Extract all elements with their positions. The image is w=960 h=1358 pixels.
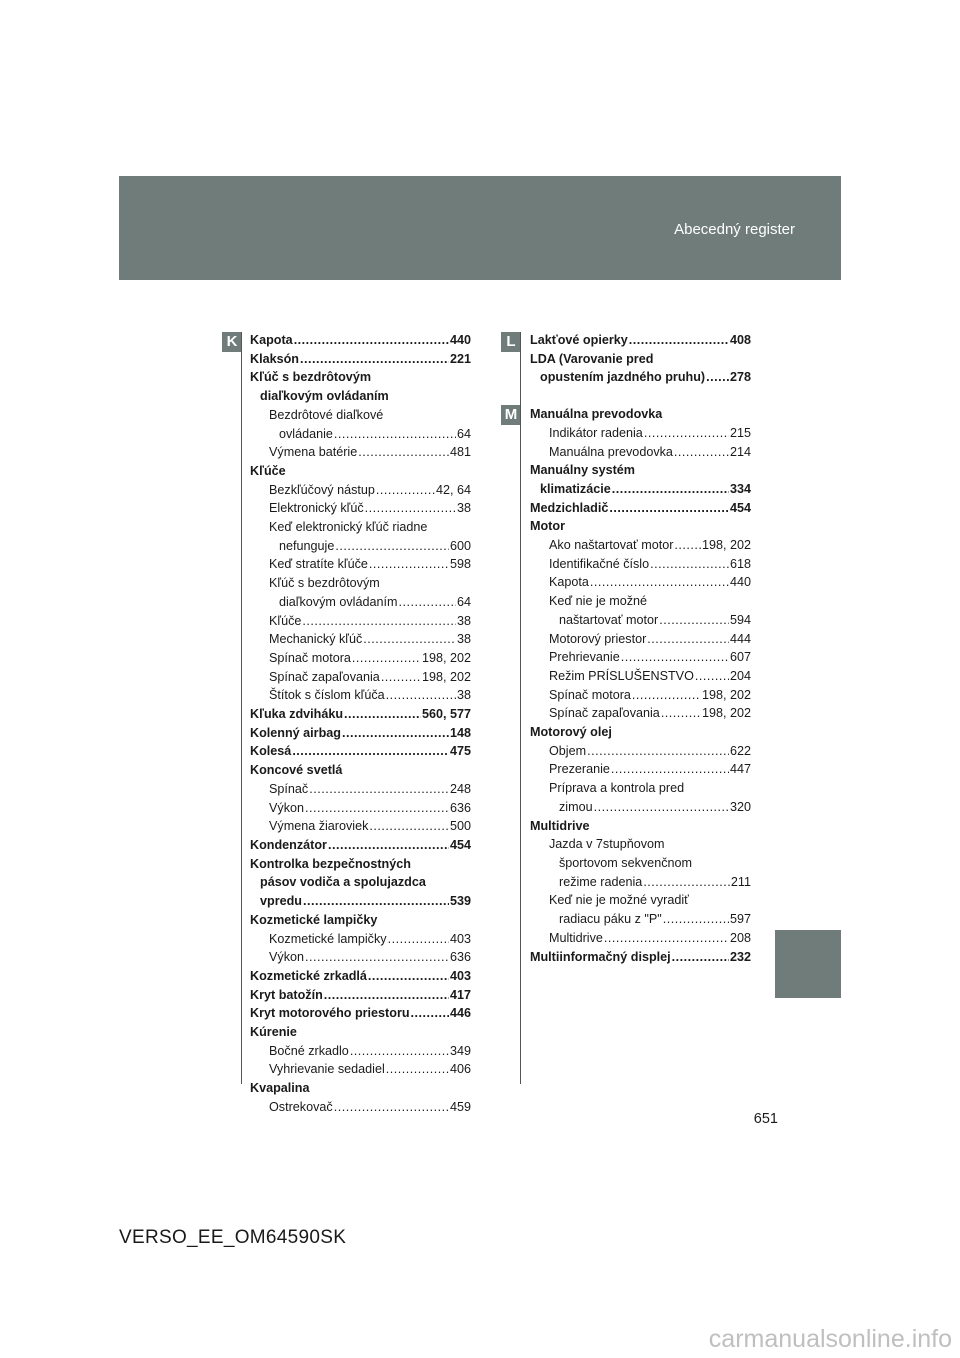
index-entry <box>250 368 471 387</box>
dot-leader <box>324 986 449 1005</box>
index-entry-label: pásov vodiča a spolujazdca <box>260 875 426 890</box>
index-entry <box>530 873 751 892</box>
dot-leader <box>647 630 729 649</box>
index-entry <box>250 948 471 967</box>
index-entry-page: 278 <box>729 370 751 385</box>
dot-leader <box>334 425 456 444</box>
index-entry-label: Spínač motora <box>549 687 631 702</box>
index-entry-page: 204 <box>729 668 751 683</box>
index-entry <box>530 854 751 873</box>
index-entry <box>250 537 471 556</box>
index-entry-label: zimou <box>559 799 593 814</box>
dot-leader <box>388 930 449 949</box>
index-entry-page: 38 <box>456 688 471 703</box>
watermark: carmanualsonline.info <box>708 1325 952 1353</box>
index-entry-label: Kozmetické lampičky <box>250 912 378 927</box>
index-entry <box>530 742 751 761</box>
index-entry-label: Koncové svetlá <box>250 763 343 778</box>
index-entry <box>250 443 471 462</box>
index-entry-label: Manuálna prevodovka <box>549 444 673 459</box>
section-gap <box>530 387 751 405</box>
dot-leader <box>695 667 729 686</box>
index-entry-page: 500 <box>449 819 471 834</box>
document-code: VERSO_EE_OM64590SK <box>119 1227 347 1248</box>
dot-leader <box>292 742 449 761</box>
dot-leader <box>350 1042 449 1061</box>
index-entry-page: 198, 202 <box>701 706 751 721</box>
dot-leader <box>369 817 449 836</box>
dot-leader <box>611 760 729 779</box>
dot-leader <box>587 742 729 761</box>
index-entry-label: nefunguje <box>279 538 335 553</box>
dot-leader <box>621 648 729 667</box>
index-entry-page: 64 <box>456 426 471 441</box>
index-entry <box>530 948 751 967</box>
index-entry-page: 600 <box>449 538 471 553</box>
index-entry <box>530 686 751 705</box>
column-divider-left <box>241 332 242 1084</box>
index-entry-page: 198, 202 <box>421 650 471 665</box>
section-tab-marker <box>775 930 841 998</box>
dot-leader <box>381 668 421 687</box>
index-entry <box>250 593 471 612</box>
dot-leader <box>358 443 449 462</box>
index-entry <box>530 723 751 742</box>
index-entry <box>530 536 751 555</box>
index-entry <box>250 649 471 668</box>
index-entry-label: Ostrekovač <box>269 1099 333 1114</box>
index-entry <box>250 686 471 705</box>
index-entry-label: Motorový olej <box>530 725 612 740</box>
index-entry <box>250 930 471 949</box>
index-entry <box>250 481 471 500</box>
dot-leader <box>650 555 729 574</box>
index-entry-label: Kúrenie <box>250 1025 297 1040</box>
index-entry <box>530 704 751 723</box>
index-entry-page: 148 <box>449 725 471 740</box>
index-entry-label: opustením jazdného pruhu) <box>540 370 706 385</box>
index-entry-page: 560, 577 <box>421 707 471 722</box>
index-entry-page: 208 <box>729 930 751 945</box>
dot-leader <box>629 331 729 350</box>
index-entry <box>250 836 471 855</box>
index-entry-label: Spínač zapaľovania <box>269 669 380 684</box>
index-entry-label: Bezdrôtové diaľkové <box>269 407 384 422</box>
index-entry-page: 618 <box>729 556 751 571</box>
index-entry <box>250 967 471 986</box>
index-entry-page: 475 <box>449 744 471 759</box>
index-entry <box>530 667 751 686</box>
index-entry <box>250 817 471 836</box>
index-entry-page: 215 <box>729 425 751 440</box>
index-entry-label: Kondenzátor <box>250 837 327 852</box>
dot-leader <box>303 892 449 911</box>
index-entry <box>250 724 471 743</box>
index-entry <box>530 779 751 798</box>
dot-leader <box>632 686 701 705</box>
index-entry-label: Výkon <box>269 950 305 965</box>
index-entry-page: 454 <box>449 837 471 852</box>
index-entry <box>530 630 751 649</box>
index-entry <box>250 705 471 724</box>
index-entry <box>530 929 751 948</box>
index-entry-label: Jazda v 7stupňovom <box>549 837 665 852</box>
index-entry-page: 417 <box>449 987 471 1002</box>
index-entry-page: 454 <box>729 500 751 515</box>
index-entry-label: radiacu páku z "P" <box>559 912 662 927</box>
index-entry <box>250 1098 471 1117</box>
index-entry-label: Kolenný airbag <box>250 725 341 740</box>
index-entry-page: 408 <box>729 333 751 347</box>
index-entry-label: Kľúč s bezdrôtovým <box>250 370 372 385</box>
index-entry-page: 198, 202 <box>701 687 751 702</box>
index-entry-page: 221 <box>449 351 471 366</box>
index-entry <box>530 891 751 910</box>
index-entry-page: 446 <box>449 1006 471 1021</box>
dot-leader <box>674 443 729 462</box>
dot-leader <box>300 350 449 369</box>
index-entry <box>530 555 751 574</box>
index-entry <box>250 1079 471 1098</box>
index-entry-label: Elektronický kľúč <box>269 501 364 516</box>
index-entry <box>530 405 751 424</box>
index-entry-label: Mechanický kľúč <box>269 632 363 647</box>
index-entry-label: ovládanie <box>279 426 333 441</box>
index-entry-label: diaľkovým ovládaním <box>279 594 398 609</box>
index-entry-page: 403 <box>449 968 471 983</box>
dot-leader <box>294 331 449 350</box>
dot-leader <box>344 705 421 724</box>
index-entry-label: Medzichladič <box>530 500 609 515</box>
dot-leader <box>363 630 456 649</box>
index-entry-label: Kryt batožín <box>250 987 323 1002</box>
dot-leader <box>672 948 729 967</box>
index-entry-label: Motorový priestor <box>549 631 647 646</box>
index-entry-label: Kryt motorového priestoru <box>250 1006 410 1021</box>
index-entry-label: režime radenia <box>559 874 643 889</box>
dot-leader <box>328 836 449 855</box>
section-letter-m: M <box>501 405 521 425</box>
index-entry-label: Kľúče <box>250 463 286 478</box>
index-entry <box>530 798 751 817</box>
index-entry <box>530 499 751 518</box>
index-entry-label: Výmena batérie <box>269 445 358 460</box>
index-entry <box>250 574 471 593</box>
index-entry <box>250 387 471 406</box>
index-entry-label: Indikátor radenia <box>549 425 643 440</box>
dot-leader <box>659 611 729 630</box>
column-divider-right <box>520 332 521 1084</box>
index-entry <box>530 443 751 462</box>
section-letter-l: L <box>501 332 521 352</box>
index-entry-label: Kľúč s bezdrôtovým <box>269 576 380 591</box>
index-entry-label: Ako naštartovať motor <box>549 538 674 553</box>
index-entry-label: vpredu <box>260 894 302 909</box>
dot-leader <box>342 724 449 743</box>
index-entry <box>530 648 751 667</box>
dot-leader <box>334 1098 449 1117</box>
index-entry-page: 636 <box>449 800 471 815</box>
index-entry-label: Bezkľúčový nástup <box>269 482 375 497</box>
index-entry <box>250 1023 471 1042</box>
index-entry-label: Multiinformačný displej <box>530 949 671 964</box>
index-entry-page: 232 <box>729 949 751 964</box>
index-entry-label: Príprava a kontrola pred <box>549 781 685 796</box>
dot-leader <box>305 948 449 967</box>
index-entry-page: 597 <box>729 912 751 927</box>
index-entry-page: 349 <box>449 1043 471 1058</box>
index-entry-page: 403 <box>449 931 471 946</box>
index-entry-label: Identifikačné číslo <box>549 556 650 571</box>
dot-leader <box>674 536 701 555</box>
index-entry <box>530 573 751 592</box>
index-entry-label: Kľuka zdviháku <box>250 707 344 722</box>
dot-leader <box>369 555 449 574</box>
index-entry <box>250 425 471 444</box>
index-entry-page: 440 <box>729 575 751 590</box>
index-entry <box>530 368 751 387</box>
index-entry-page: 248 <box>449 781 471 796</box>
index-entry <box>530 817 751 836</box>
index-entry <box>250 1042 471 1061</box>
index-column-k <box>250 331 471 1117</box>
index-entry-label: Prehrievanie <box>549 650 620 665</box>
dot-leader <box>352 649 421 668</box>
index-entry <box>250 892 471 911</box>
index-entry-label: Keď nie je možné vyradiť <box>549 893 689 908</box>
index-entry-page: 406 <box>449 1062 471 1077</box>
index-entry-page: 481 <box>449 445 471 460</box>
index-entry <box>250 331 471 350</box>
index-entry-label: diaľkovým ovládaním <box>260 389 389 404</box>
dot-leader <box>386 686 456 705</box>
index-entry <box>250 630 471 649</box>
dot-leader <box>309 780 449 799</box>
index-entry-label: LDA (Varovanie pred <box>530 351 654 366</box>
index-entry <box>250 799 471 818</box>
index-entry <box>530 910 751 929</box>
index-entry-label: Bočné zrkadlo <box>269 1043 349 1058</box>
dot-leader <box>604 929 729 948</box>
index-entry-page: 607 <box>729 650 751 665</box>
index-entry <box>250 855 471 874</box>
index-entry-label: Kolesá <box>250 744 292 759</box>
page-number: 651 <box>753 1111 778 1127</box>
index-entry-label: Keď nie je možné <box>549 594 648 609</box>
index-entry-label: Klaksón <box>250 351 299 366</box>
index-entry-page: 214 <box>729 444 751 459</box>
index-entry-page: 38 <box>456 632 471 647</box>
index-entry-label: Kozmetické lampičky <box>269 931 387 946</box>
index-entry <box>530 331 751 350</box>
index-entry <box>250 742 471 761</box>
dot-leader <box>594 798 729 817</box>
index-entry-label: Keď stratíte kľúče <box>269 557 368 572</box>
index-entry-page: 440 <box>449 333 471 347</box>
dot-leader <box>661 704 701 723</box>
dot-leader <box>663 910 729 929</box>
dot-leader <box>398 593 456 612</box>
index-entry <box>250 612 471 631</box>
index-entry-page: 539 <box>449 894 471 909</box>
dot-leader <box>643 873 730 892</box>
dot-leader <box>376 481 435 500</box>
index-entry <box>530 480 751 499</box>
index-entry <box>250 462 471 481</box>
dot-leader <box>411 1004 449 1023</box>
index-entry-label: Výkon <box>269 800 305 815</box>
index-entry-page: 211 <box>730 874 751 889</box>
index-entry <box>530 835 751 854</box>
index-entry-page: 459 <box>449 1099 471 1114</box>
dot-leader <box>612 480 729 499</box>
index-entry-label: Manuálny systém <box>530 463 635 478</box>
index-entry <box>250 986 471 1005</box>
dot-leader <box>590 573 729 592</box>
index-entry <box>530 350 751 369</box>
index-entry-label: Kontrolka bezpečnostných <box>250 856 411 871</box>
index-entry-page: 447 <box>729 762 751 777</box>
index-entry-page: 42, 64 <box>435 482 471 497</box>
index-entry <box>530 760 751 779</box>
dot-leader <box>335 537 449 556</box>
index-entry-label: Prezeranie <box>549 762 610 777</box>
index-entry-label: Motor <box>530 519 565 534</box>
index-entry <box>250 406 471 425</box>
index-entry-label: Výmena žiaroviek <box>269 819 369 834</box>
index-entry <box>250 668 471 687</box>
index-entry <box>530 592 751 611</box>
index-entry <box>250 873 471 892</box>
index-column-lm <box>530 331 751 966</box>
index-entry-page: 38 <box>456 501 471 516</box>
index-entry-label: Kvapalina <box>250 1081 310 1096</box>
index-entry-label: naštartovať motor <box>559 612 659 627</box>
index-entry-page: 594 <box>729 612 751 627</box>
section-letter-k: K <box>222 332 242 352</box>
index-entry <box>250 1060 471 1079</box>
index-entry-page: 636 <box>449 950 471 965</box>
index-entry-label: Kozmetické zrkadlá <box>250 968 367 983</box>
index-entry-label: športovom sekvenčnom <box>559 855 692 870</box>
dot-leader <box>302 612 456 631</box>
index-entry <box>530 461 751 480</box>
index-entry-label: klimatizácie <box>540 481 611 496</box>
index-entry <box>530 517 751 536</box>
page-title: Abecedný register <box>674 221 795 238</box>
index-entry-label: Štítok s číslom kľúča <box>269 688 385 703</box>
index-entry <box>530 424 751 443</box>
dot-leader <box>305 799 449 818</box>
dot-leader <box>365 499 456 518</box>
index-entry <box>530 611 751 630</box>
dot-leader <box>368 967 449 986</box>
index-entry-page: 64 <box>456 594 471 609</box>
index-entry <box>250 518 471 537</box>
index-entry <box>250 555 471 574</box>
index-entry-page: 334 <box>729 481 751 496</box>
index-entry-page: 622 <box>729 743 751 758</box>
dot-leader <box>644 424 729 443</box>
index-entry-label: Kapota <box>250 333 293 347</box>
index-entry-label: Spínač <box>269 781 309 796</box>
index-entry-label: Manuálna prevodovka <box>530 407 663 422</box>
index-entry <box>250 1004 471 1023</box>
dot-leader <box>609 499 729 518</box>
index-entry-label: Kapota <box>549 575 589 590</box>
index-entry-page: 320 <box>729 799 751 814</box>
index-entry-label: Vyhrievanie sedadiel <box>269 1062 385 1077</box>
index-entry <box>250 499 471 518</box>
index-entry-label: Multidrive <box>530 818 590 833</box>
index-entry-page: 198, 202 <box>701 538 751 553</box>
dot-leader <box>706 368 729 387</box>
index-entry-label: Režim PRÍSLUŠENSTVO <box>549 668 694 683</box>
dot-leader <box>386 1060 449 1079</box>
index-entry <box>250 780 471 799</box>
index-entry-page: 444 <box>729 631 751 646</box>
index-entry <box>250 911 471 930</box>
index-entry-page: 38 <box>456 613 471 628</box>
index-entry-label: Spínač motora <box>269 650 351 665</box>
index-entry-label: Kľúče <box>269 613 302 628</box>
index-entry <box>250 350 471 369</box>
index-entry-label: Objem <box>549 743 587 758</box>
index-entry-page: 598 <box>449 557 471 572</box>
index-entry-label: Spínač zapaľovania <box>549 706 660 721</box>
header-band <box>119 176 841 280</box>
index-entry <box>250 761 471 780</box>
index-entry-page: 198, 202 <box>421 669 471 684</box>
index-entry-label: Keď elektronický kľúč riadne <box>269 520 428 535</box>
index-entry-label: Lakťové opierky <box>530 333 628 347</box>
index-entry-label: Multidrive <box>549 930 603 945</box>
